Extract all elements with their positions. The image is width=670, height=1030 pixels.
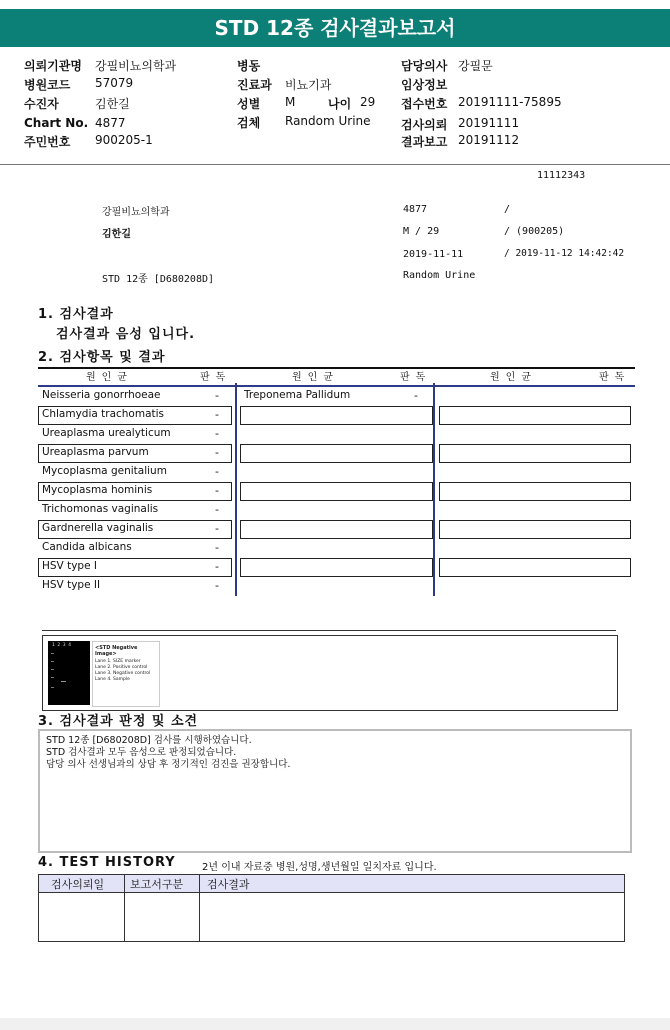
gel-legend-lane1: Lane 1. SIZE marker (95, 659, 141, 664)
sub-date-reported: / 2019-11-12 14:42:42 (504, 248, 625, 259)
section-3-title: 3. 검사결과 판정 및 소견 (38, 714, 199, 729)
pathogen-result: - (215, 503, 219, 516)
request-value: 20191111 (458, 116, 520, 130)
gel-image (48, 641, 90, 705)
pathogen-result: - (215, 522, 219, 535)
chart-label: Chart No. (24, 116, 89, 130)
hospital-label: 의뢰기관명 (24, 59, 82, 73)
id-label: 주민번호 (24, 135, 71, 149)
empty-result-box (439, 520, 631, 539)
section-4-title: 4. TEST HISTORY (38, 855, 176, 870)
remark-line-1: STD 12종 [D680208D] 검사를 시행하였습니다. (46, 735, 252, 746)
gel-legend-lane4: Lane 4. Sample (95, 677, 130, 682)
history-col-result: 검사결과 (207, 878, 250, 891)
remark-text (46, 735, 290, 771)
col3-judge-header: 판독 (599, 372, 631, 383)
pathogen-name: Chlamydia trachomatis (42, 408, 165, 420)
sub-date-received: 2019-11-11 (403, 249, 464, 260)
age-value: 29 (360, 95, 376, 109)
empty-result-box (240, 520, 433, 539)
receipt-value: 20191111-75895 (458, 95, 562, 109)
col2-pathogen-header: 원인균 (292, 372, 339, 383)
clinical-label: 임상정보 (401, 78, 448, 92)
col-divider-2 (433, 383, 435, 596)
empty-result-box (240, 558, 433, 577)
empty-result-box (240, 444, 433, 463)
history-col-divider-1 (124, 874, 125, 942)
pathogen-name: HSV type II (42, 579, 101, 591)
pathogen-name: Ureaplasma urealyticum (42, 427, 171, 439)
pathogen-result: - (215, 560, 219, 573)
report-date-value: 20191112 (458, 133, 520, 147)
col3-pathogen-header: 원인균 (490, 372, 537, 383)
gel-legend-lane2: Lane 2. Positive control (95, 665, 148, 670)
empty-result-box (439, 444, 631, 463)
gel-band (51, 677, 54, 678)
gel-lane-numbers: 1 2 3 4 (52, 643, 71, 648)
pathogen-result: - (215, 484, 219, 497)
sub-test-name: STD 12종 [D680208D] (102, 274, 215, 285)
pathogen-result: - (215, 408, 219, 421)
pathogen-name: Ureaplasma parvum (42, 446, 149, 458)
specimen-label: 검체 (237, 116, 261, 130)
pathogen-name: Candida albicans (42, 541, 132, 553)
receipt-label: 접수번호 (401, 97, 448, 111)
col1-pathogen-header: 원인균 (86, 372, 133, 383)
pathogen-result: - (414, 389, 418, 402)
id-value: 900205-1 (95, 133, 153, 147)
pathogen-name: Gardnerella vaginalis (42, 522, 154, 534)
dept-label: 진료과 (237, 78, 272, 92)
history-table-header (38, 874, 625, 893)
sub-sex-age: M / 29 (403, 226, 440, 237)
sex-label: 성별 (237, 97, 261, 111)
history-col-report-type: 보고서구분 (130, 878, 184, 891)
empty-result-box (439, 406, 631, 425)
sub-birth: / (900205) (504, 226, 565, 237)
history-col-request-date: 검사의뢰일 (51, 878, 105, 891)
pathogen-result: - (215, 465, 219, 478)
pathogen-result: - (215, 427, 219, 440)
gel-legend-lane3: Lane 3. Negative control (95, 671, 151, 676)
request-label: 검사의뢰 (401, 118, 448, 132)
pathogen-name: Trichomonas vaginalis (42, 503, 159, 515)
pathogen-result: - (215, 579, 219, 592)
pathogen-name: Neisseria gonorrhoeae (42, 389, 161, 401)
pathogen-name: Mycoplasma genitalium (42, 465, 167, 477)
pathogen-result: - (215, 446, 219, 459)
sub-hospital: 강필비뇨의학과 (102, 207, 170, 218)
report-date-label: 결과보고 (401, 135, 448, 149)
sub-chart: 4877 (403, 204, 428, 215)
pathogen-result: - (215, 389, 219, 402)
dept-value: 비뇨기과 (285, 78, 332, 92)
doctor-value: 강필문 (458, 59, 493, 73)
section-1-title: 1. 검사결과 (38, 307, 114, 322)
chart-value: 4877 (95, 116, 126, 130)
pathogen-name: Mycoplasma hominis (42, 484, 153, 496)
gel-legend-title: <STD Negative Image> (95, 645, 138, 657)
empty-result-box (439, 482, 631, 501)
code-value: 57079 (95, 76, 134, 90)
sub-specimen: Random Urine (403, 270, 476, 281)
section-2-title: 2. 검사항목 및 결과 (38, 350, 166, 365)
gel-band (51, 687, 54, 688)
remark-line-2: STD 검사결과 모두 음성으로 판정되었습니다. (46, 747, 237, 758)
empty-result-box (240, 406, 433, 425)
specimen-value: Random Urine (285, 114, 371, 128)
pathogen-result: - (215, 541, 219, 554)
col1-judge-header: 판독 (200, 372, 232, 383)
image-divider (42, 630, 616, 631)
code-label: 병원코드 (24, 78, 71, 92)
gel-legend (92, 641, 160, 707)
hospital-value: 강필비뇨의학과 (95, 59, 177, 73)
empty-result-box (439, 558, 631, 577)
page-footer (0, 1018, 670, 1030)
sub-slash: / (504, 204, 511, 215)
patient-label: 수진자 (24, 97, 59, 111)
age-label: 나이 (328, 97, 352, 111)
gel-band (51, 669, 54, 670)
history-table-body (38, 892, 625, 942)
gel-band (51, 653, 54, 654)
remark-line-3: 담당 의사 선생님과의 상담 후 정기적인 검진을 권장합니다. (46, 759, 291, 770)
sub-patient: 김한길 (102, 229, 131, 240)
empty-result-box (240, 482, 433, 501)
barcode-number: 11112343 (537, 170, 586, 181)
patient-value: 김한길 (95, 97, 130, 111)
sex-value: M (285, 95, 296, 109)
pathogen-name: HSV type I (42, 560, 97, 572)
pathogen-name: Treponema Pallidum (244, 389, 351, 401)
col2-judge-header: 판독 (400, 372, 432, 383)
doctor-label: 담당의사 (401, 59, 448, 73)
overall-result: 검사결과 음성 입니다. (56, 327, 196, 342)
history-col-divider-2 (199, 874, 200, 942)
gel-band (51, 661, 54, 662)
ward-label: 병동 (237, 59, 261, 73)
history-note: 2년 이내 자료중 병원,성명,생년월일 일치자료 입니다. (202, 862, 437, 873)
header-divider (0, 164, 670, 165)
col-divider-1 (235, 383, 237, 596)
gel-band (61, 681, 66, 682)
report-title: STD 12종 검사결과보고서 (0, 9, 670, 47)
